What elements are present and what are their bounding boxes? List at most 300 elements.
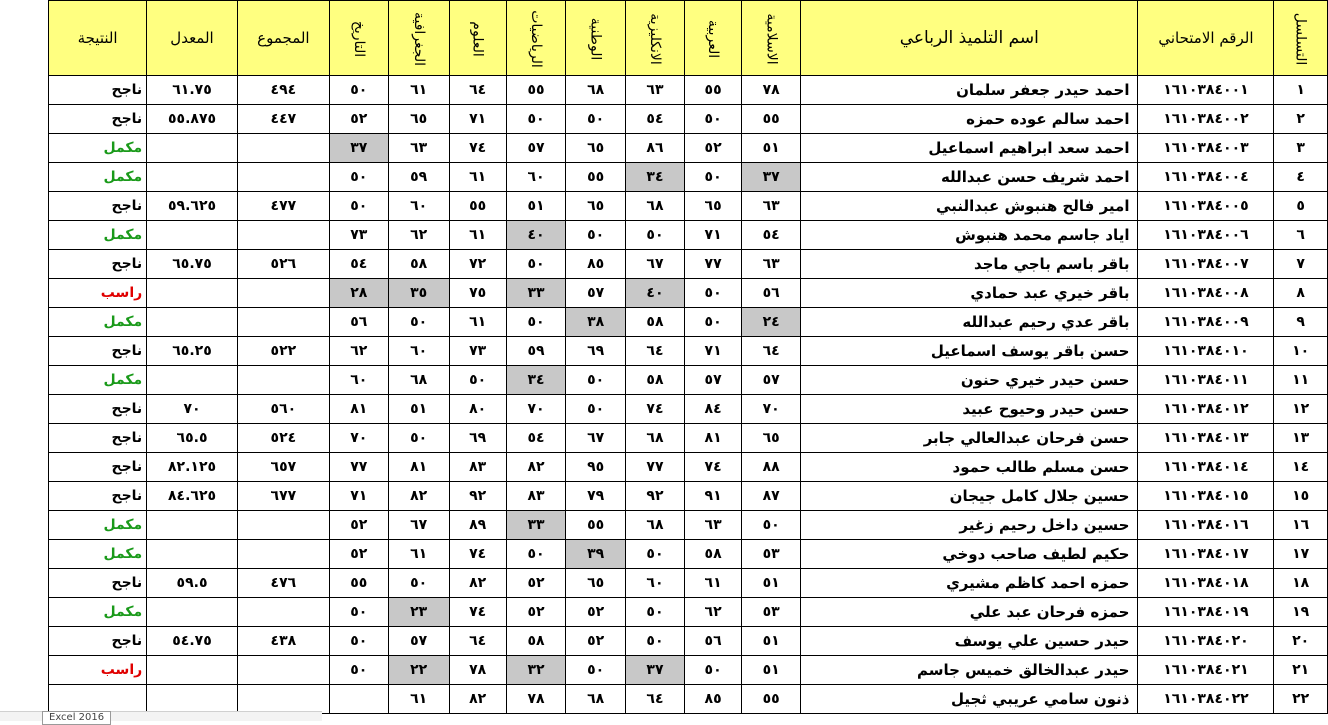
cell-arabic[interactable]: ٥٠ (684, 105, 741, 134)
cell-seq[interactable]: ١١ (1274, 366, 1328, 395)
cell-math[interactable]: ٨٢ (506, 453, 566, 482)
cell-english[interactable]: ٦٠ (625, 569, 684, 598)
cell-name[interactable]: حمزه فرحان عبد علي (801, 598, 1138, 627)
cell-geography[interactable]: ٦٧ (388, 511, 449, 540)
cell-math[interactable]: ٥٠ (506, 540, 566, 569)
cell-exam[interactable]: ١٦١٠٣٨٤٠٠٨ (1138, 279, 1274, 308)
cell-english[interactable]: ٥٠ (625, 540, 684, 569)
cell-result[interactable]: ناجح (49, 105, 147, 134)
cell-arabic[interactable]: ٨٥ (684, 685, 741, 714)
cell-geography[interactable]: ٦٢ (388, 221, 449, 250)
cell-name[interactable]: احمد سالم عوده حمزه (801, 105, 1138, 134)
cell-exam[interactable]: ١٦١٠٣٨٤٠١٩ (1138, 598, 1274, 627)
cell-arabic[interactable]: ٦٢ (684, 598, 741, 627)
cell-history[interactable]: ٥٦ (329, 308, 388, 337)
cell-geography[interactable]: ٥٩ (388, 163, 449, 192)
cell-arabic[interactable]: ٥٢ (684, 134, 741, 163)
cell-islamic[interactable]: ٧٠ (742, 395, 801, 424)
cell-science[interactable]: ٧٤ (449, 540, 506, 569)
cell-exam[interactable]: ١٦١٠٣٨٤٠٢٢ (1138, 685, 1274, 714)
cell-seq[interactable]: ١٥ (1274, 482, 1328, 511)
cell-exam[interactable]: ١٦١٠٣٨٤٠٠٦ (1138, 221, 1274, 250)
cell-history[interactable]: ٧٧ (329, 453, 388, 482)
cell-math[interactable]: ٣٣ (506, 511, 566, 540)
cell-average[interactable]: ٨٤.٦٢٥ (147, 482, 238, 511)
col-header-history[interactable]: التاريخ (329, 1, 388, 76)
cell-average[interactable]: ٥٩.٦٢٥ (147, 192, 238, 221)
cell-history[interactable]: ٧٣ (329, 221, 388, 250)
cell-science[interactable]: ٦١ (449, 308, 506, 337)
cell-islamic[interactable]: ٦٣ (742, 250, 801, 279)
cell-average[interactable] (147, 366, 238, 395)
cell-islamic[interactable]: ٦٣ (742, 192, 801, 221)
cell-average[interactable] (147, 279, 238, 308)
cell-geography[interactable]: ٢٣ (388, 598, 449, 627)
cell-average[interactable] (147, 163, 238, 192)
cell-islamic[interactable]: ٨٨ (742, 453, 801, 482)
cell-average[interactable] (147, 598, 238, 627)
cell-arabic[interactable]: ٨١ (684, 424, 741, 453)
cell-national[interactable]: ٥٥ (566, 511, 626, 540)
col-header-math[interactable]: الرياضيات (506, 1, 566, 76)
cell-math[interactable]: ٥٨ (506, 627, 566, 656)
cell-geography[interactable]: ٢٢ (388, 656, 449, 685)
cell-math[interactable]: ٥٢ (506, 598, 566, 627)
col-header-seq[interactable]: التسلسل (1274, 1, 1328, 76)
cell-islamic[interactable]: ٥٧ (742, 366, 801, 395)
cell-english[interactable]: ٥٠ (625, 221, 684, 250)
cell-science[interactable]: ٧٤ (449, 134, 506, 163)
cell-history[interactable]: ٣٧ (329, 134, 388, 163)
cell-name[interactable]: احمد حيدر جعفر سلمان (801, 76, 1138, 105)
cell-total[interactable]: ٥٦٠ (237, 395, 329, 424)
cell-result[interactable]: مكمل (49, 366, 147, 395)
cell-english[interactable]: ٧٧ (625, 453, 684, 482)
cell-arabic[interactable]: ٥٠ (684, 163, 741, 192)
cell-result[interactable] (49, 685, 147, 714)
cell-exam[interactable]: ١٦١٠٣٨٤٠١٢ (1138, 395, 1274, 424)
cell-history[interactable]: ٥٠ (329, 656, 388, 685)
cell-islamic[interactable]: ٥١ (742, 134, 801, 163)
cell-average[interactable]: ٦١.٧٥ (147, 76, 238, 105)
cell-english[interactable]: ٦٣ (625, 76, 684, 105)
cell-name[interactable]: حيدر عبدالخالق خميس جاسم (801, 656, 1138, 685)
cell-english[interactable]: ٥٤ (625, 105, 684, 134)
cell-math[interactable]: ٥٧ (506, 134, 566, 163)
cell-result[interactable]: ناجح (49, 569, 147, 598)
cell-average[interactable]: ٨٢.١٢٥ (147, 453, 238, 482)
cell-total[interactable]: ٤٣٨ (237, 627, 329, 656)
cell-islamic[interactable]: ٢٤ (742, 308, 801, 337)
col-header-arabic[interactable]: العربية (684, 1, 741, 76)
cell-islamic[interactable]: ٨٧ (742, 482, 801, 511)
cell-math[interactable]: ٨٣ (506, 482, 566, 511)
col-header-national[interactable]: الوطنية (566, 1, 626, 76)
cell-geography[interactable]: ٥١ (388, 395, 449, 424)
cell-history[interactable]: ٥٠ (329, 627, 388, 656)
cell-total[interactable] (237, 540, 329, 569)
cell-seq[interactable]: ٢ (1274, 105, 1328, 134)
cell-arabic[interactable]: ٦٣ (684, 511, 741, 540)
cell-average[interactable] (147, 511, 238, 540)
cell-science[interactable]: ٨٢ (449, 569, 506, 598)
cell-history[interactable]: ٧٠ (329, 424, 388, 453)
cell-geography[interactable]: ٥٨ (388, 250, 449, 279)
cell-seq[interactable]: ١٨ (1274, 569, 1328, 598)
cell-math[interactable]: ٧٨ (506, 685, 566, 714)
cell-math[interactable]: ٥٢ (506, 569, 566, 598)
cell-geography[interactable]: ٦١ (388, 685, 449, 714)
cell-history[interactable]: ٥٤ (329, 250, 388, 279)
cell-national[interactable]: ٥٢ (566, 598, 626, 627)
cell-history[interactable]: ٦٢ (329, 337, 388, 366)
cell-exam[interactable]: ١٦١٠٣٨٤٠٠٩ (1138, 308, 1274, 337)
cell-science[interactable]: ٧٢ (449, 250, 506, 279)
cell-math[interactable]: ٣٣ (506, 279, 566, 308)
cell-math[interactable]: ٦٠ (506, 163, 566, 192)
cell-seq[interactable]: ٢٠ (1274, 627, 1328, 656)
cell-seq[interactable]: ١ (1274, 76, 1328, 105)
cell-total[interactable]: ٦٧٧ (237, 482, 329, 511)
cell-math[interactable]: ٧٠ (506, 395, 566, 424)
cell-total[interactable] (237, 598, 329, 627)
cell-total[interactable] (237, 685, 329, 714)
cell-total[interactable] (237, 163, 329, 192)
cell-national[interactable]: ٨٥ (566, 250, 626, 279)
cell-result[interactable]: مكمل (49, 163, 147, 192)
cell-total[interactable]: ٥٢٢ (237, 337, 329, 366)
cell-name[interactable]: حسين جلال كامل جيجان (801, 482, 1138, 511)
cell-exam[interactable]: ١٦١٠٣٨٤٠١٨ (1138, 569, 1274, 598)
cell-name[interactable]: حسن مسلم طالب حمود (801, 453, 1138, 482)
cell-islamic[interactable]: ٦٤ (742, 337, 801, 366)
cell-history[interactable]: ٨١ (329, 395, 388, 424)
cell-exam[interactable]: ١٦١٠٣٨٤٠٠١ (1138, 76, 1274, 105)
cell-seq[interactable]: ٧ (1274, 250, 1328, 279)
cell-average[interactable]: ٦٥.٥ (147, 424, 238, 453)
cell-geography[interactable]: ٦٣ (388, 134, 449, 163)
col-header-average[interactable]: المعدل (147, 1, 238, 76)
cell-average[interactable] (147, 540, 238, 569)
cell-exam[interactable]: ١٦١٠٣٨٤٠١٧ (1138, 540, 1274, 569)
cell-islamic[interactable]: ٥١ (742, 627, 801, 656)
cell-seq[interactable]: ٦ (1274, 221, 1328, 250)
cell-total[interactable] (237, 279, 329, 308)
cell-total[interactable] (237, 656, 329, 685)
cell-average[interactable]: ٦٥.٧٥ (147, 250, 238, 279)
cell-national[interactable]: ٦٥ (566, 192, 626, 221)
cell-english[interactable]: ٥٠ (625, 627, 684, 656)
cell-average[interactable]: ٥٤.٧٥ (147, 627, 238, 656)
cell-national[interactable]: ٥٠ (566, 366, 626, 395)
cell-math[interactable]: ٥٥ (506, 76, 566, 105)
cell-total[interactable] (237, 511, 329, 540)
cell-arabic[interactable]: ٥٠ (684, 279, 741, 308)
cell-seq[interactable]: ٣ (1274, 134, 1328, 163)
cell-english[interactable]: ٨٦ (625, 134, 684, 163)
cell-history[interactable]: ٥٠ (329, 76, 388, 105)
cell-english[interactable]: ٦٨ (625, 424, 684, 453)
cell-exam[interactable]: ١٦١٠٣٨٤٠١٦ (1138, 511, 1274, 540)
cell-result[interactable]: راسب (49, 279, 147, 308)
cell-total[interactable]: ٦٥٧ (237, 453, 329, 482)
cell-name[interactable]: حسين داخل رحيم زغير (801, 511, 1138, 540)
cell-arabic[interactable]: ٩١ (684, 482, 741, 511)
cell-english[interactable]: ٩٢ (625, 482, 684, 511)
cell-geography[interactable]: ٥٠ (388, 569, 449, 598)
cell-national[interactable]: ٥٢ (566, 627, 626, 656)
cell-seq[interactable]: ١٧ (1274, 540, 1328, 569)
cell-science[interactable]: ٦١ (449, 221, 506, 250)
cell-history[interactable]: ٥٢ (329, 540, 388, 569)
cell-total[interactable]: ٥٢٤ (237, 424, 329, 453)
cell-name[interactable]: حسن فرحان عبدالعالي جابر (801, 424, 1138, 453)
cell-geography[interactable]: ٥٠ (388, 424, 449, 453)
cell-arabic[interactable]: ٥٧ (684, 366, 741, 395)
cell-result[interactable]: ناجح (49, 627, 147, 656)
cell-exam[interactable]: ١٦١٠٣٨٤٠١٥ (1138, 482, 1274, 511)
cell-name[interactable]: باقر عدي رحيم عبدالله (801, 308, 1138, 337)
cell-science[interactable]: ٧٤ (449, 598, 506, 627)
cell-result[interactable]: ناجح (49, 482, 147, 511)
cell-national[interactable]: ٥٠ (566, 105, 626, 134)
cell-exam[interactable]: ١٦١٠٣٨٤٠١٠ (1138, 337, 1274, 366)
cell-name[interactable]: باقر باسم باجي ماجد (801, 250, 1138, 279)
cell-arabic[interactable]: ٦١ (684, 569, 741, 598)
cell-english[interactable]: ٦٤ (625, 685, 684, 714)
cell-average[interactable]: ٥٥.٨٧٥ (147, 105, 238, 134)
cell-seq[interactable]: ١٢ (1274, 395, 1328, 424)
cell-average[interactable] (147, 685, 238, 714)
cell-name[interactable]: حيدر حسين علي يوسف (801, 627, 1138, 656)
cell-name[interactable]: حمزه احمد كاظم مشيري (801, 569, 1138, 598)
cell-result[interactable]: مكمل (49, 511, 147, 540)
cell-math[interactable]: ٥٩ (506, 337, 566, 366)
cell-math[interactable]: ٥٠ (506, 250, 566, 279)
cell-result[interactable]: مكمل (49, 134, 147, 163)
cell-exam[interactable]: ١٦١٠٣٨٤٠٠٢ (1138, 105, 1274, 134)
cell-exam[interactable]: ١٦١٠٣٨٤٠٠٤ (1138, 163, 1274, 192)
cell-history[interactable]: ٥٠ (329, 163, 388, 192)
col-header-result[interactable]: النتيجة (49, 1, 147, 76)
cell-science[interactable]: ٦٩ (449, 424, 506, 453)
cell-english[interactable]: ٦٤ (625, 337, 684, 366)
cell-average[interactable]: ٥٩.٥ (147, 569, 238, 598)
cell-result[interactable]: ناجح (49, 76, 147, 105)
cell-national[interactable]: ٧٩ (566, 482, 626, 511)
cell-history[interactable]: ٥٠ (329, 598, 388, 627)
cell-english[interactable]: ٣٧ (625, 656, 684, 685)
cell-national[interactable]: ٥٥ (566, 163, 626, 192)
cell-result[interactable]: ناجح (49, 424, 147, 453)
cell-islamic[interactable]: ٥٤ (742, 221, 801, 250)
cell-arabic[interactable]: ٥٠ (684, 308, 741, 337)
cell-geography[interactable]: ٦٠ (388, 192, 449, 221)
cell-seq[interactable]: ٥ (1274, 192, 1328, 221)
cell-seq[interactable]: ٢٢ (1274, 685, 1328, 714)
cell-name[interactable]: حسن باقر يوسف اسماعيل (801, 337, 1138, 366)
col-header-science[interactable]: العلوم (449, 1, 506, 76)
cell-math[interactable]: ٥١ (506, 192, 566, 221)
cell-name[interactable]: ذنون سامي عريبي ثجيل (801, 685, 1138, 714)
cell-english[interactable]: ٧٤ (625, 395, 684, 424)
cell-national[interactable]: ٦٩ (566, 337, 626, 366)
cell-total[interactable]: ٤٤٧ (237, 105, 329, 134)
cell-total[interactable] (237, 221, 329, 250)
cell-average[interactable]: ٦٥.٢٥ (147, 337, 238, 366)
col-header-exam-no[interactable]: الرقم الامتحاني (1138, 1, 1274, 76)
cell-history[interactable]: ٦٠ (329, 366, 388, 395)
cell-total[interactable] (237, 134, 329, 163)
cell-english[interactable]: ٥٨ (625, 308, 684, 337)
cell-math[interactable]: ٥٤ (506, 424, 566, 453)
cell-science[interactable]: ٧١ (449, 105, 506, 134)
cell-seq[interactable]: ٩ (1274, 308, 1328, 337)
cell-geography[interactable]: ٣٥ (388, 279, 449, 308)
cell-science[interactable]: ٧٨ (449, 656, 506, 685)
cell-result[interactable]: راسب (49, 656, 147, 685)
cell-arabic[interactable]: ٧٤ (684, 453, 741, 482)
cell-arabic[interactable]: ٥٦ (684, 627, 741, 656)
cell-national[interactable]: ٦٥ (566, 569, 626, 598)
cell-arabic[interactable]: ٨٤ (684, 395, 741, 424)
cell-science[interactable]: ٨٠ (449, 395, 506, 424)
cell-result[interactable]: مكمل (49, 540, 147, 569)
cell-math[interactable]: ٤٠ (506, 221, 566, 250)
cell-total[interactable] (237, 308, 329, 337)
cell-exam[interactable]: ١٦١٠٣٨٤٠١٣ (1138, 424, 1274, 453)
cell-islamic[interactable]: ٧٨ (742, 76, 801, 105)
cell-geography[interactable]: ٦٨ (388, 366, 449, 395)
cell-national[interactable]: ٦٧ (566, 424, 626, 453)
cell-seq[interactable]: ١٦ (1274, 511, 1328, 540)
cell-exam[interactable]: ١٦١٠٣٨٤٠١١ (1138, 366, 1274, 395)
cell-exam[interactable]: ١٦١٠٣٨٤٠٠٧ (1138, 250, 1274, 279)
cell-islamic[interactable]: ٥١ (742, 656, 801, 685)
cell-national[interactable]: ٥٠ (566, 395, 626, 424)
cell-result[interactable]: ناجح (49, 250, 147, 279)
cell-national[interactable]: ٦٨ (566, 685, 626, 714)
cell-english[interactable]: ٣٤ (625, 163, 684, 192)
cell-result[interactable]: مكمل (49, 598, 147, 627)
col-header-geography[interactable]: الجغرافية (388, 1, 449, 76)
cell-name[interactable]: امير فالح هنبوش عبدالنبي (801, 192, 1138, 221)
cell-result[interactable]: ناجح (49, 395, 147, 424)
cell-arabic[interactable]: ٥٥ (684, 76, 741, 105)
cell-name[interactable]: احمد شريف حسن عبدالله (801, 163, 1138, 192)
cell-history[interactable]: ٥٢ (329, 511, 388, 540)
cell-average[interactable] (147, 656, 238, 685)
cell-seq[interactable]: ١٩ (1274, 598, 1328, 627)
cell-total[interactable]: ٥٢٦ (237, 250, 329, 279)
cell-islamic[interactable]: ٥٣ (742, 540, 801, 569)
cell-science[interactable]: ٨٢ (449, 685, 506, 714)
cell-islamic[interactable]: ٥٦ (742, 279, 801, 308)
cell-total[interactable]: ٤٧٦ (237, 569, 329, 598)
cell-average[interactable] (147, 134, 238, 163)
cell-history[interactable]: ٢٨ (329, 279, 388, 308)
cell-national[interactable]: ٥٠ (566, 656, 626, 685)
cell-arabic[interactable]: ٧١ (684, 337, 741, 366)
cell-arabic[interactable]: ٧١ (684, 221, 741, 250)
cell-national[interactable]: ٣٩ (566, 540, 626, 569)
cell-seq[interactable]: ٤ (1274, 163, 1328, 192)
cell-name[interactable]: اياد جاسم محمد هنبوش (801, 221, 1138, 250)
cell-result[interactable]: ناجح (49, 453, 147, 482)
cell-exam[interactable]: ١٦١٠٣٨٤٠٠٥ (1138, 192, 1274, 221)
cell-geography[interactable]: ٥٧ (388, 627, 449, 656)
cell-science[interactable]: ٧٣ (449, 337, 506, 366)
cell-history[interactable] (329, 685, 388, 714)
cell-national[interactable]: ٣٨ (566, 308, 626, 337)
cell-geography[interactable]: ٦٠ (388, 337, 449, 366)
cell-science[interactable]: ٥٠ (449, 366, 506, 395)
cell-islamic[interactable]: ٥٠ (742, 511, 801, 540)
cell-result[interactable]: مكمل (49, 221, 147, 250)
cell-geography[interactable]: ٦٥ (388, 105, 449, 134)
cell-national[interactable]: ٦٨ (566, 76, 626, 105)
cell-result[interactable]: مكمل (49, 308, 147, 337)
cell-arabic[interactable]: ٧٧ (684, 250, 741, 279)
cell-total[interactable] (237, 366, 329, 395)
cell-islamic[interactable]: ٦٥ (742, 424, 801, 453)
cell-history[interactable]: ٧١ (329, 482, 388, 511)
cell-average[interactable]: ٧٠ (147, 395, 238, 424)
cell-history[interactable]: ٥٠ (329, 192, 388, 221)
cell-english[interactable]: ٥٠ (625, 598, 684, 627)
cell-science[interactable]: ٦١ (449, 163, 506, 192)
cell-result[interactable]: ناجح (49, 192, 147, 221)
cell-result[interactable]: ناجح (49, 337, 147, 366)
cell-islamic[interactable]: ٥١ (742, 569, 801, 598)
cell-islamic[interactable]: ٥٥ (742, 105, 801, 134)
cell-national[interactable]: ٥٠ (566, 221, 626, 250)
cell-history[interactable]: ٥٥ (329, 569, 388, 598)
cell-english[interactable]: ٦٧ (625, 250, 684, 279)
cell-total[interactable]: ٤٧٧ (237, 192, 329, 221)
cell-name[interactable]: حسن حيدر وحيوح عبيد (801, 395, 1138, 424)
col-header-name[interactable]: اسم التلميذ الرباعي (801, 1, 1138, 76)
col-header-english[interactable]: الانكليزية (625, 1, 684, 76)
cell-geography[interactable]: ٦١ (388, 540, 449, 569)
cell-total[interactable]: ٤٩٤ (237, 76, 329, 105)
cell-math[interactable]: ٣٤ (506, 366, 566, 395)
cell-science[interactable]: ٦٤ (449, 627, 506, 656)
cell-english[interactable]: ٦٨ (625, 511, 684, 540)
cell-english[interactable]: ٥٨ (625, 366, 684, 395)
cell-arabic[interactable]: ٥٨ (684, 540, 741, 569)
cell-math[interactable]: ٣٢ (506, 656, 566, 685)
cell-science[interactable]: ٨٣ (449, 453, 506, 482)
cell-islamic[interactable]: ٥٥ (742, 685, 801, 714)
cell-name[interactable]: حكيم لطيف صاحب دوخي (801, 540, 1138, 569)
cell-science[interactable]: ٧٥ (449, 279, 506, 308)
cell-national[interactable]: ٥٧ (566, 279, 626, 308)
cell-science[interactable]: ٦٤ (449, 76, 506, 105)
cell-exam[interactable]: ١٦١٠٣٨٤٠٢١ (1138, 656, 1274, 685)
cell-average[interactable] (147, 308, 238, 337)
cell-exam[interactable]: ١٦١٠٣٨٤٠٠٣ (1138, 134, 1274, 163)
cell-math[interactable]: ٥٠ (506, 308, 566, 337)
cell-arabic[interactable]: ٥٠ (684, 656, 741, 685)
cell-english[interactable]: ٤٠ (625, 279, 684, 308)
cell-geography[interactable]: ٦١ (388, 76, 449, 105)
cell-geography[interactable]: ٨١ (388, 453, 449, 482)
cell-geography[interactable]: ٥٠ (388, 308, 449, 337)
col-header-islamic[interactable]: الاسلامية (742, 1, 801, 76)
cell-geography[interactable]: ٨٢ (388, 482, 449, 511)
cell-science[interactable]: ٩٢ (449, 482, 506, 511)
